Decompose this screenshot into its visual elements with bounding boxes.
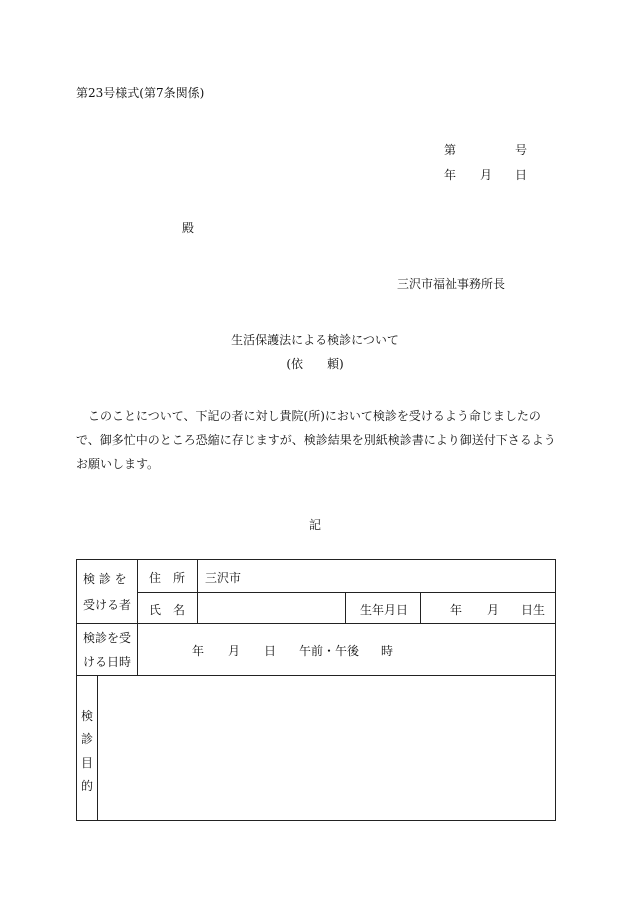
- purpose-label-char: 診: [81, 732, 94, 746]
- subject-label-line2: 受ける者: [83, 598, 132, 612]
- addressee-suffix: 殿: [182, 221, 195, 235]
- subject-label-line1: 検 診 を: [83, 572, 127, 586]
- document-subtitle: (依 頼): [286, 357, 344, 371]
- exam-day: 日: [264, 644, 277, 658]
- purpose-label-char: 的: [81, 779, 94, 793]
- body-text: このことについて、下記の者に対し貴院(所)において検診を受けるよう命じましたので、御多忙中のところ恐縮に存じますが、検診結果を別紙検診書により御送付下さるようお願いします。: [76, 409, 556, 471]
- name-label: 氏 名: [149, 603, 186, 617]
- datetime-label-line1: 検診を受: [83, 631, 132, 645]
- purpose-label-char: 検: [81, 709, 94, 723]
- ki-heading: 記: [308, 518, 321, 532]
- birth-month: 月: [487, 603, 500, 617]
- birth-day: 日生: [521, 603, 546, 617]
- address-value: 三沢市: [205, 571, 242, 585]
- date-month: 月: [480, 168, 493, 182]
- document-number-suffix: 号: [515, 143, 528, 157]
- exam-hour: 時: [381, 644, 394, 658]
- row-line: [137, 592, 555, 593]
- birth-date-label: 生年月日: [360, 603, 409, 617]
- document-number-label: 第: [444, 143, 457, 157]
- exam-ampm: 午前・午後: [299, 644, 360, 658]
- col-line: [345, 592, 346, 623]
- col-line: [197, 560, 198, 623]
- row-line: [77, 623, 555, 624]
- document-title: 生活保護法による検診について: [231, 333, 399, 347]
- col-line: [420, 592, 421, 623]
- exam-year: 年: [192, 644, 205, 658]
- datetime-label-line2: ける日時: [83, 655, 132, 669]
- exam-month: 月: [228, 644, 241, 658]
- col-line: [137, 560, 138, 675]
- col-line: [97, 675, 98, 820]
- sender-name: 三沢市福祉事務所長: [397, 277, 506, 291]
- date-day: 日: [515, 168, 528, 182]
- examination-table: [76, 559, 556, 821]
- row-line: [77, 675, 555, 676]
- purpose-label-char: 目: [81, 756, 94, 770]
- address-label: 住 所: [149, 571, 186, 585]
- form-number: 第23号様式(第7条関係): [76, 86, 205, 100]
- birth-year: 年: [450, 603, 463, 617]
- date-year: 年: [444, 168, 457, 182]
